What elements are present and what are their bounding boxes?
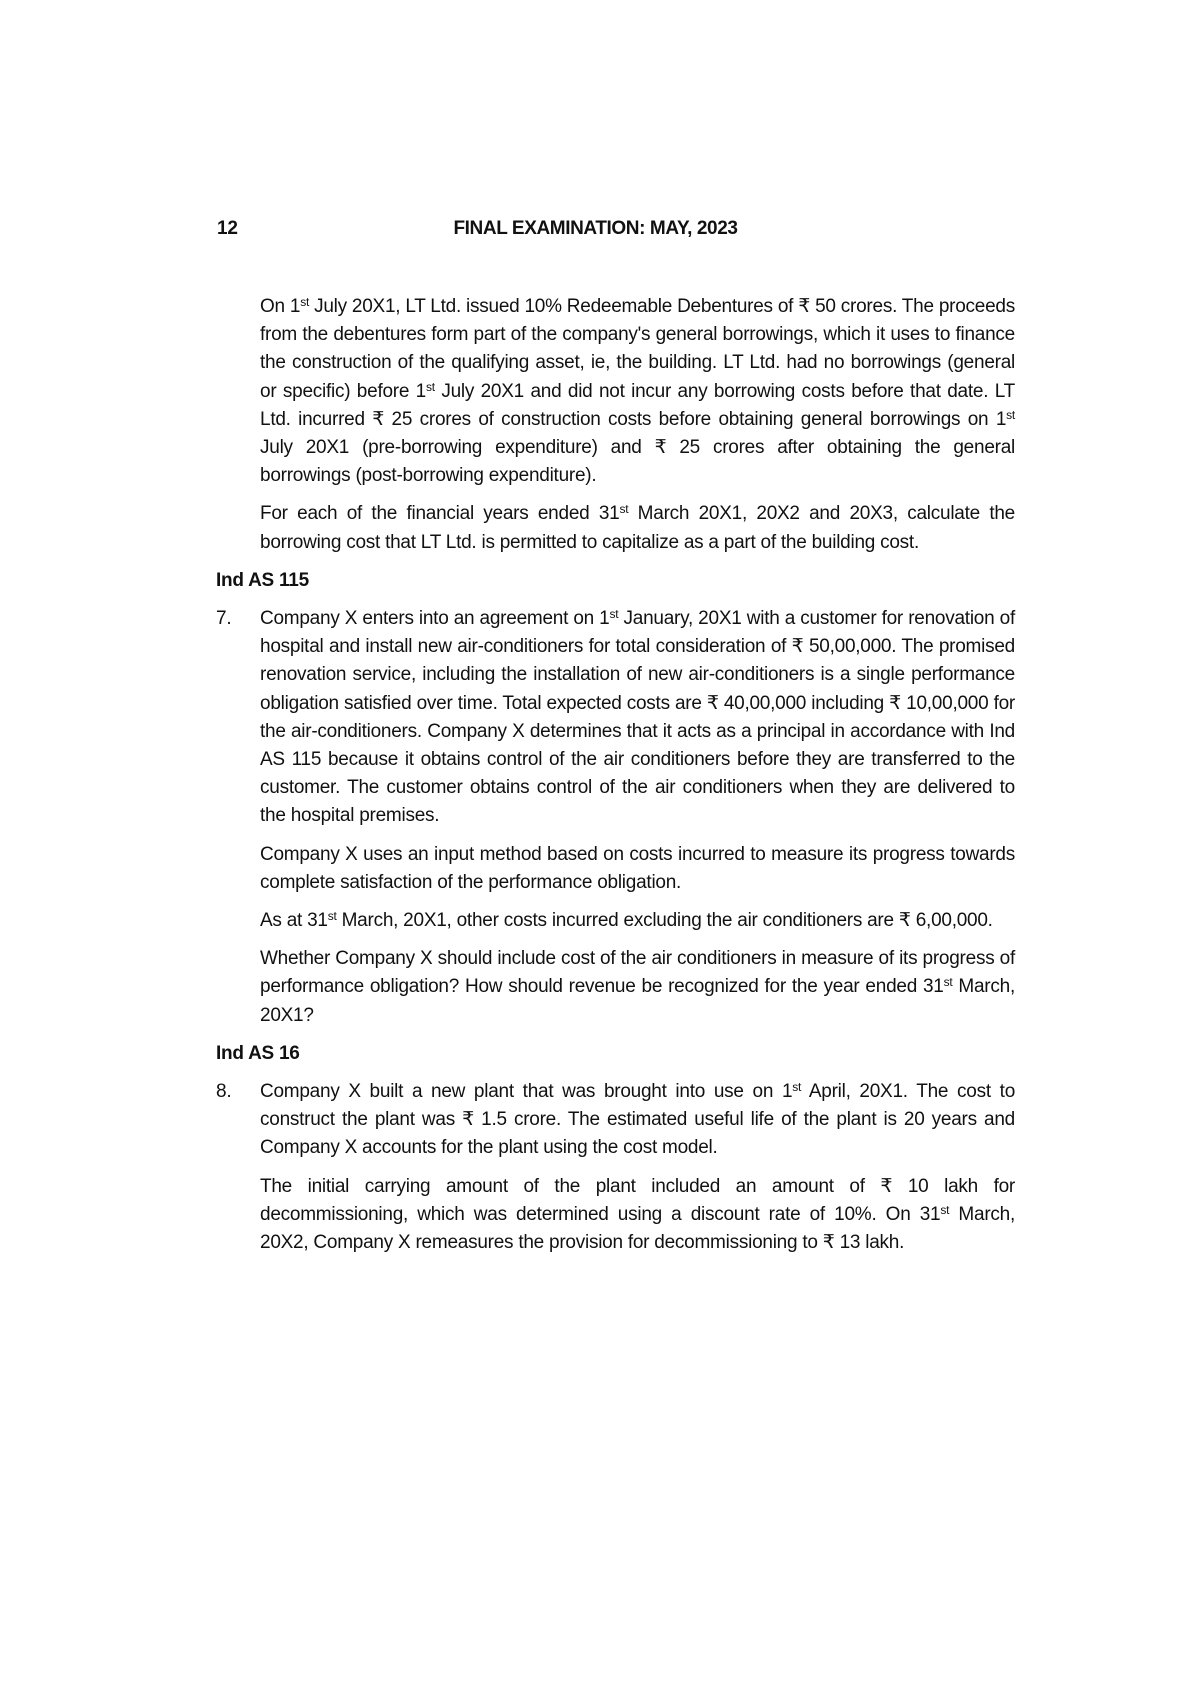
question-paragraph xyxy=(260,1078,1015,1163)
page-content xyxy=(216,293,1015,1267)
text-run: July 20X1 (pre-borrowing expenditure) and ₹ 25 crores after obtaining the general borrowings (post-borrowing expenditure). xyxy=(260,437,1015,487)
page-number: 12 xyxy=(217,218,238,239)
ordinal-suffix: st xyxy=(300,295,310,309)
ordinal-suffix: st xyxy=(940,1202,950,1217)
question-paragraph xyxy=(260,605,1015,831)
question-number: 7. xyxy=(216,608,232,630)
text-run: Company X built a new plant that was brought into use on 1 xyxy=(260,1081,793,1103)
question-paragraph xyxy=(260,945,1015,1030)
running-header: FINAL EXAMINATION: MAY, 2023 xyxy=(453,218,738,239)
question-block xyxy=(216,1078,1015,1257)
text-run: March, 20X1, other costs incurred excluding the air conditioners are ₹ 6,00,000. xyxy=(336,910,993,932)
question-block xyxy=(216,605,1015,1030)
text-run: Company X enters into an agreement on 1 xyxy=(260,608,610,630)
text-run: March 20X1, 20X2 and 20X3, calculate the borrowing cost that LT Ltd. is permitted to capitalize as a part of the building cost. xyxy=(260,503,1015,553)
text-run: March, 20X2, Company X remeasures the provision for decommissioning to ₹ 13 lakh. xyxy=(260,1203,1015,1254)
text-run: Company X uses an input method based on costs incurred to measure its progress towards complete satisfaction of the performance obligation. xyxy=(260,843,1015,893)
ordinal-suffix: st xyxy=(1006,407,1015,422)
text-run: On 1 xyxy=(260,296,301,317)
question-paragraph xyxy=(260,1173,1015,1258)
intro-paragraph xyxy=(260,293,1015,490)
text-run: The initial carrying amount of the plant included an amount of ₹ 10 lakh for decommissioning, which was determined using a discount rate of 10%. On 31 xyxy=(260,1175,1015,1225)
text-run: April, 20X1. The cost to construct the plant was ₹ 1.5 crore. The estimated useful life of the plant is 20 years and Company X accounts for the plant using the cost model. xyxy=(260,1081,1016,1159)
text-run: For each of the financial years ended 31 xyxy=(260,503,620,525)
ordinal-suffix: st xyxy=(943,975,953,990)
question-paragraph xyxy=(260,841,1015,897)
intro-paragraph xyxy=(260,500,1015,556)
ordinal-suffix: st xyxy=(425,379,435,394)
ordinal-suffix: st xyxy=(619,502,629,517)
section-heading: Ind AS 115 xyxy=(216,569,309,591)
ordinal-suffix: st xyxy=(792,1080,802,1095)
section-heading: Ind AS 16 xyxy=(216,1042,300,1064)
text-run: Whether Company X should include cost of the air conditioners in measure of its progress of performance obligation? How should revenue be recognized for the year ended 31 xyxy=(260,948,1015,998)
ordinal-suffix: st xyxy=(327,909,337,924)
text-run: As at 31 xyxy=(260,910,328,932)
text-run: March, 20X1? xyxy=(260,976,1015,1026)
text-run: July 20X1, LT Ltd. issued 10% Redeemable Debentures of ₹ 50 crores. The proceeds from the debentures form part of the company's general borrowings, which it uses to finance the construction of the qualifying asset, ie, the building. LT Ltd. had no borrowings (general or specific) before 1 xyxy=(260,296,1015,402)
text-run: January, 20X1 with a customer for renovation of hospital and install new air-conditioners for total consideration of ₹ 50,00,000. The promised renovation service, including the installation of new air-conditioners is a single performance obligation satisfied over time. Total expected costs are ₹ 40,00,000 including ₹ 10,00,000 for the air-conditioners. Company X determines that it acts as a principal in accordance with Ind AS 115 because it obtains control of the air conditioners before they are transferred to the customer. The customer obtains control of the air conditioners when they are delivered to the hospital premises. xyxy=(260,608,1015,827)
text-run: July 20X1 and did not incur any borrowing costs before that date. LT Ltd. incurred ₹ 25 crores of construction costs before obtaining general borrowings on 1 xyxy=(260,380,1015,430)
ordinal-suffix: st xyxy=(609,607,619,622)
question-number: 8. xyxy=(216,1081,232,1103)
question-paragraph xyxy=(260,907,1015,935)
